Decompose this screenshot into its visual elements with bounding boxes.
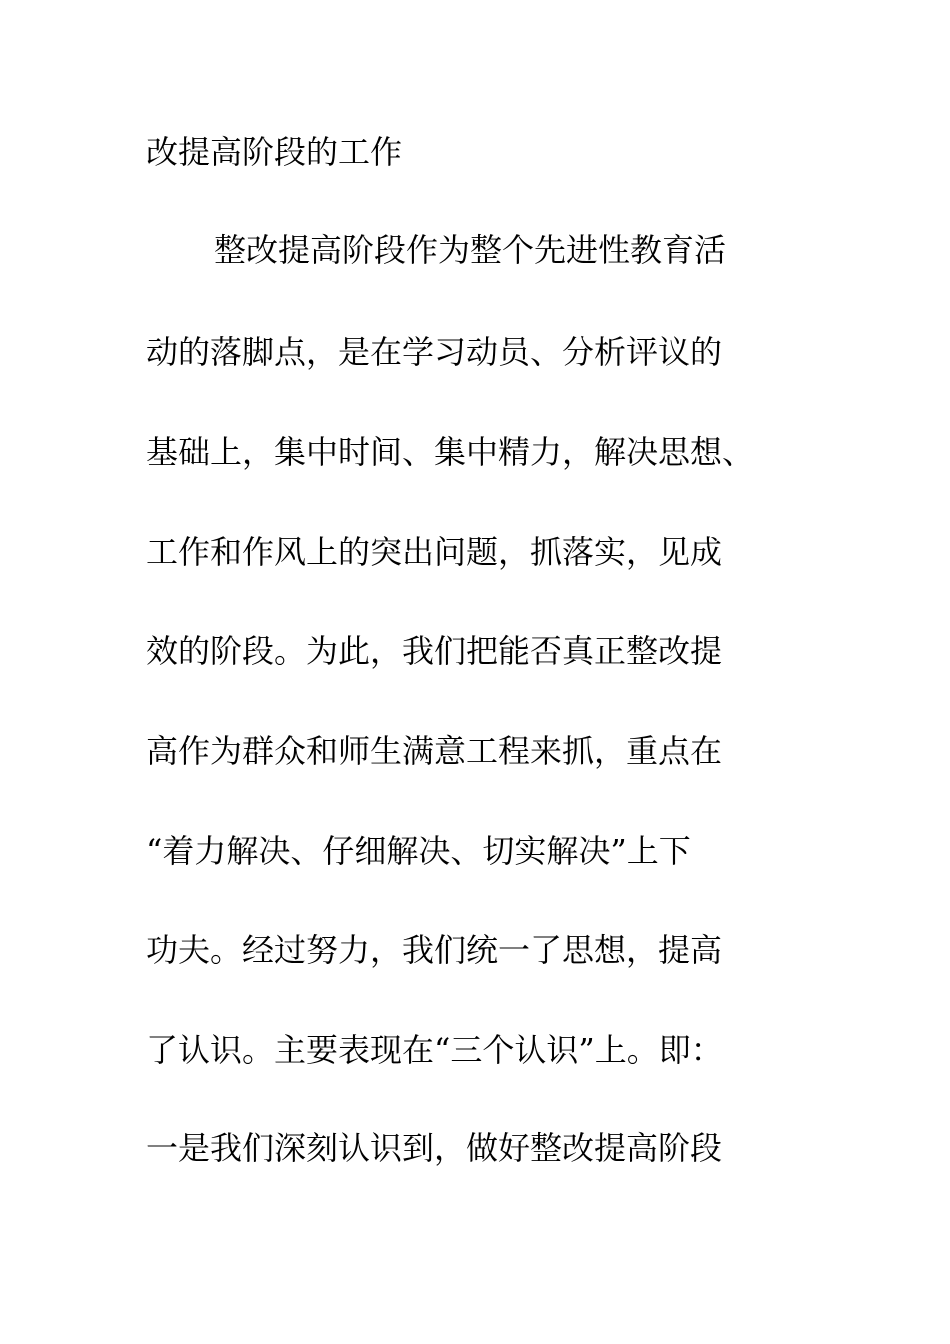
text-line: 一是我们深刻认识到，做好整改提高阶段 bbox=[146, 1129, 723, 1167]
text-line: 高作为群众和师生满意工程来抓，重点在 bbox=[146, 732, 723, 770]
text-line: 效的阶段。为此，我们把能否真正整改提 bbox=[146, 632, 723, 670]
text-line: 了认识。主要表现在“三个认识”上。即： bbox=[146, 1031, 723, 1069]
text-line: 基础上，集中时间、集中精力，解决思想、 bbox=[146, 433, 755, 471]
text-line: 功夫。经过努力，我们统一了思想，提高 bbox=[146, 931, 723, 969]
text-line: 工作和作风上的突出问题，抓落实，见成 bbox=[146, 533, 723, 571]
text-line: 动的落脚点，是在学习动员、分析评议的 bbox=[146, 333, 723, 371]
text-line: “着力解决、仔细解决、切实解决”上下 bbox=[146, 832, 691, 870]
text-line-heading: 改提高阶段的工作 bbox=[146, 133, 403, 171]
text-line-paragraph-start: 整改提高阶段作为整个先进性教育活 bbox=[214, 231, 727, 269]
